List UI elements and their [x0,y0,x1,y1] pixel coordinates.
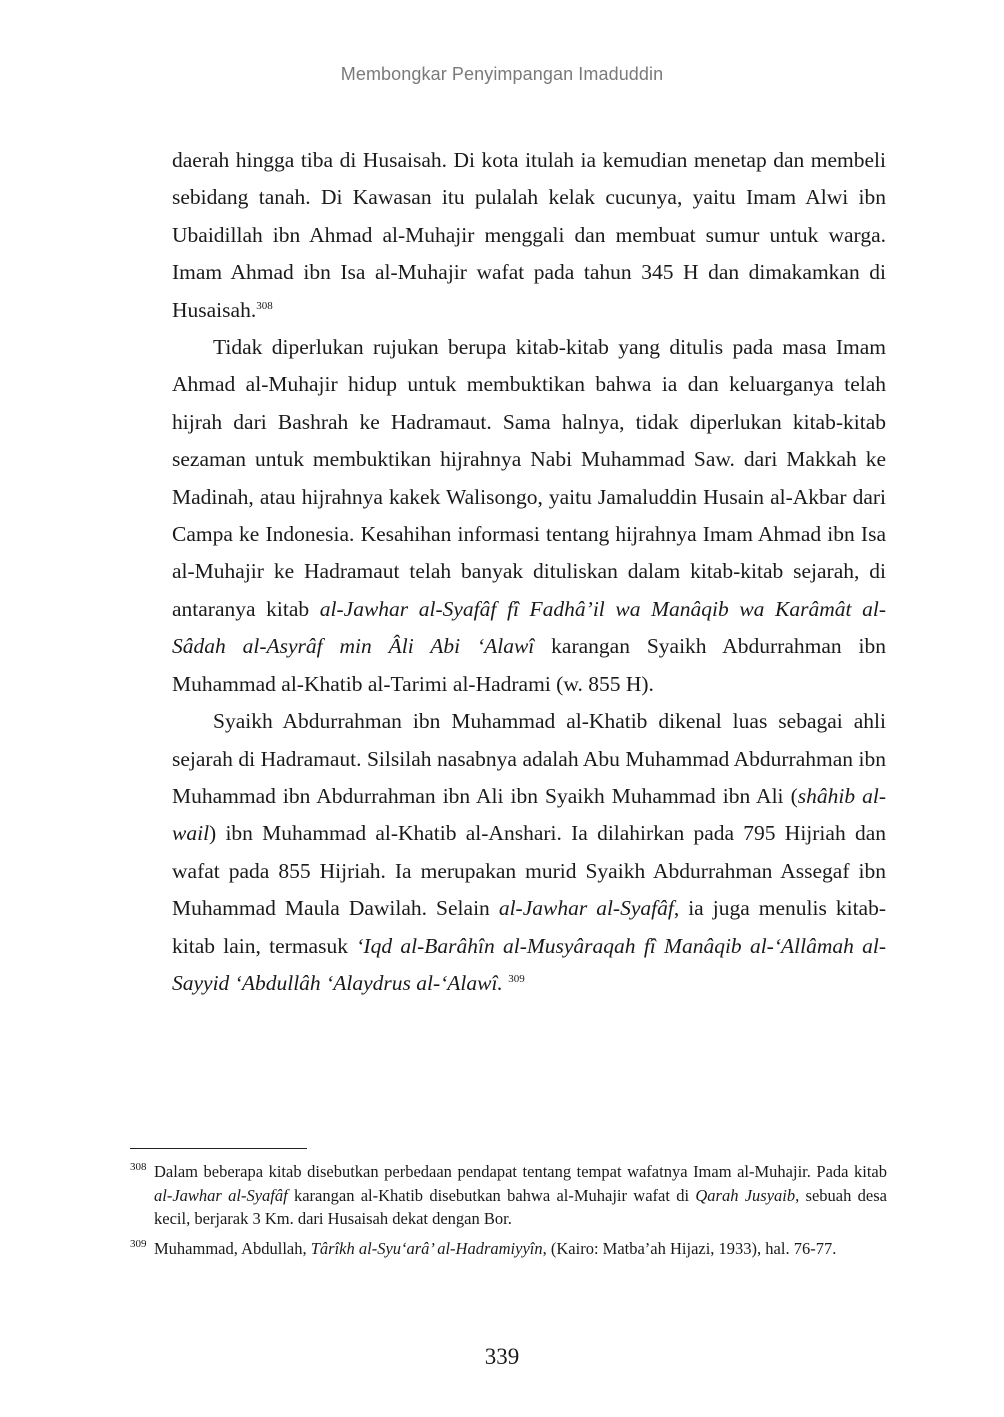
italic-title: al-Jawhar al-Syafâf [154,1185,288,1205]
italic-title: Qarah Jusyaib [695,1185,796,1205]
text-run: karangan al-Khatib disebutkan bahwa al-Muhajir wafat di [287,1185,696,1205]
text-run: Tidak diperlukan rujukan berupa kitab-kitab yang ditulis pada masa Imam Ahmad al-Muhajir hidup untuk membuktikan bahwa ia dan keluarganya telah hijrah dari Bashrah ke Hadramaut. Sama halnya, tidak diperlukan kitab-kitab sezaman untuk membuktikan hijrahnya Nabi Muhammad Saw. dari Makkah ke Madinah, atau hijrahnya kakek Walisongo, yaitu Jamaluddin Husain al-Akbar dari Campa ke Indonesia. Kesahihan informasi tentang hijrahnya Imam Ahmad ibn Isa al-Muhajir ke Hadramaut telah banyak dituliskan dalam kitab-kitab sejarah, di antaranya kitab [172,335,886,621]
italic-title: Târîkh al-Syu‘arâ’ al-Hadramiyyîn [310,1238,543,1258]
text-run: daerah hingga tiba di Husaisah. Di kota itulah ia kemudian menetap dan membeli sebidang tanah. Di Kawasan itu pulalah kelak cucunya, yaitu Imam Alwi ibn Ubaidillah ibn Ahmad al-Muhajir menggali dan membuat sumur untuk warga. Imam Ahmad ibn Isa al-Muhajir wafat pada tahun 345 H dan dimakamkan di Husaisah. [172,148,886,322]
text-run: ) ibn Muhammad al-Khatib al-Anshari. Ia dilahirkan pada 795 Hijriah dan wafat pada 855 Hijriah. Ia merupakan murid Syaikh Abdurrahman Assegaf ibn Muhammad Maula Dawilah. Selain [172,821,886,921]
footnote-308 [130,1160,887,1231]
footnote-text [154,1239,836,1258]
footnote-reference: 308 [256,299,273,312]
footnote-number: 308 [130,1161,147,1173]
footnote-309 [130,1237,887,1261]
paragraph [172,703,886,1002]
text-run: , (Kairo: Matba’ah Hijazi, 1933), hal. 76-77. [542,1238,837,1258]
footnotes [130,1160,887,1266]
text-run: Syaikh Abdurrahman ibn Muhammad al-Khatib dikenal luas sebagai ahli sejarah di Hadramaut. Silsilah nasabnya adalah Abu Muhammad Abdurrahman ibn Muhammad ibn Abdurrahman ibn Ali ibn Syaikh Muhammad ibn Ali ( [172,709,886,808]
italic-title: ‘Iqd al-Barâhîn al-Musyâraqah fî Manâqib al-‘Allâmah al-Sayyid ‘Abdullâh ‘Alaydrus al-‘Alawî. [172,933,887,995]
paragraph [172,329,886,703]
footnote-reference: 309 [508,972,525,985]
footnote-divider [130,1148,307,1149]
paragraph [172,142,886,329]
text-run: , sebuah desa kecil, berjarak 3 Km. dari Husaisah dekat dengan Bor. [154,1185,887,1228]
body-text [172,142,886,1002]
italic-title: shâhib al-wail [172,783,886,846]
text-run: Dalam beberapa kitab disebutkan perbedaan pendapat tentang tempat wafatnya Imam al-Muhajir. Pada kitab [154,1162,887,1181]
italic-title: al-Jawhar al-Syafâf [498,896,674,921]
text-run: Muhammad, Abdullah, [154,1238,311,1258]
text-run: , ia juga menulis kitab-kitab lain, termasuk [172,896,886,958]
page-number: 339 [484,1344,520,1369]
italic-title: al-Jawhar al-Syafâf fî Fadhâ’il wa Manâqib wa Karâmât al-Sâdah al-Asyrâf min Âli Abi ‘Alawî [172,596,886,659]
footnote-number: 309 [130,1237,147,1250]
footnote-text [154,1162,887,1228]
running-header: Membongkar Penyimpangan Imaduddin [340,64,664,84]
text-run: karangan Syaikh Abdurrahman ibn Muhammad al-Khatib al-Tarimi al-Hadrami (w. 855 H). [172,634,886,696]
